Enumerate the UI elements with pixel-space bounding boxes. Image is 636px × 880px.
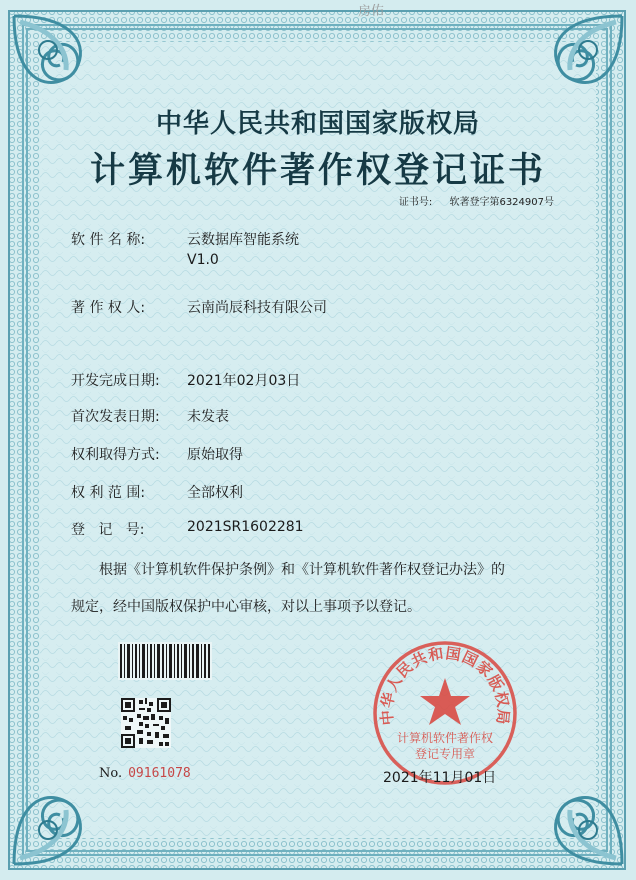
field-copyright-owner — [71, 297, 327, 317]
field-value: 云南尚辰科技有限公司 — [187, 300, 327, 316]
seal-star-icon — [420, 678, 470, 725]
official-seal — [370, 638, 520, 788]
office-title: 中华人民共和国国家版权局 — [155, 109, 480, 139]
seal-ring-text: 中华人民共和国国家版权局 — [377, 644, 513, 726]
field-version: V1.0 — [187, 252, 219, 268]
field-value: 全部权利 — [187, 485, 243, 501]
field-software-name — [71, 229, 299, 268]
field-value: 云数据库智能系统 — [187, 232, 299, 248]
field-rights-scope — [71, 482, 243, 502]
seal-inner-line-2: 登记专用章 — [414, 747, 476, 761]
certificate-number-value: 软著登字第6324907号 — [449, 197, 554, 208]
certificate-number — [399, 193, 554, 208]
field-label: 权利取得方式: — [71, 447, 160, 463]
statement-line-2: 规定，经中国版权保护中心审核，对以上事项予以登记。 — [71, 599, 421, 615]
serial-number — [99, 766, 191, 781]
field-label: 登 记 号: — [71, 522, 145, 538]
field-value: 2021年02月03日 — [187, 373, 301, 389]
field-value: 原始取得 — [187, 447, 243, 463]
field-acquisition-method — [71, 444, 243, 464]
field-label: 首次发表日期: — [71, 409, 160, 425]
barcode — [118, 642, 212, 680]
field-first-publication — [71, 406, 229, 426]
corner-ornament-bottom-left — [8, 740, 138, 870]
seal-inner-line-1: 计算机软件著作权 — [396, 731, 494, 745]
issue-date: 2021年11月01日 — [383, 770, 497, 786]
handwritten-note: 房佑 — [357, 3, 385, 20]
field-label: 权 利 范 围: — [71, 485, 146, 501]
serial-value: 09161078 — [128, 766, 191, 781]
serial-prefix: No. — [99, 766, 123, 781]
field-registration-number — [71, 519, 304, 539]
field-label: 开发完成日期: — [71, 373, 160, 389]
field-value: 2021SR1602281 — [187, 519, 304, 535]
statement-line-1: 根据《计算机软件保护条例》和《计算机软件著作权登记办法》的 — [99, 562, 505, 578]
qr-code — [121, 698, 171, 748]
statement-paragraph — [71, 552, 571, 626]
certificate-title: 计算机软件著作权登记证书 — [89, 151, 546, 191]
field-completion-date — [71, 370, 300, 390]
field-label: 著 作 权 人: — [71, 300, 146, 316]
field-label: 软 件 名 称: — [71, 232, 146, 248]
field-value: 未发表 — [187, 409, 229, 425]
certificate-number-label: 证书号: — [398, 197, 433, 208]
